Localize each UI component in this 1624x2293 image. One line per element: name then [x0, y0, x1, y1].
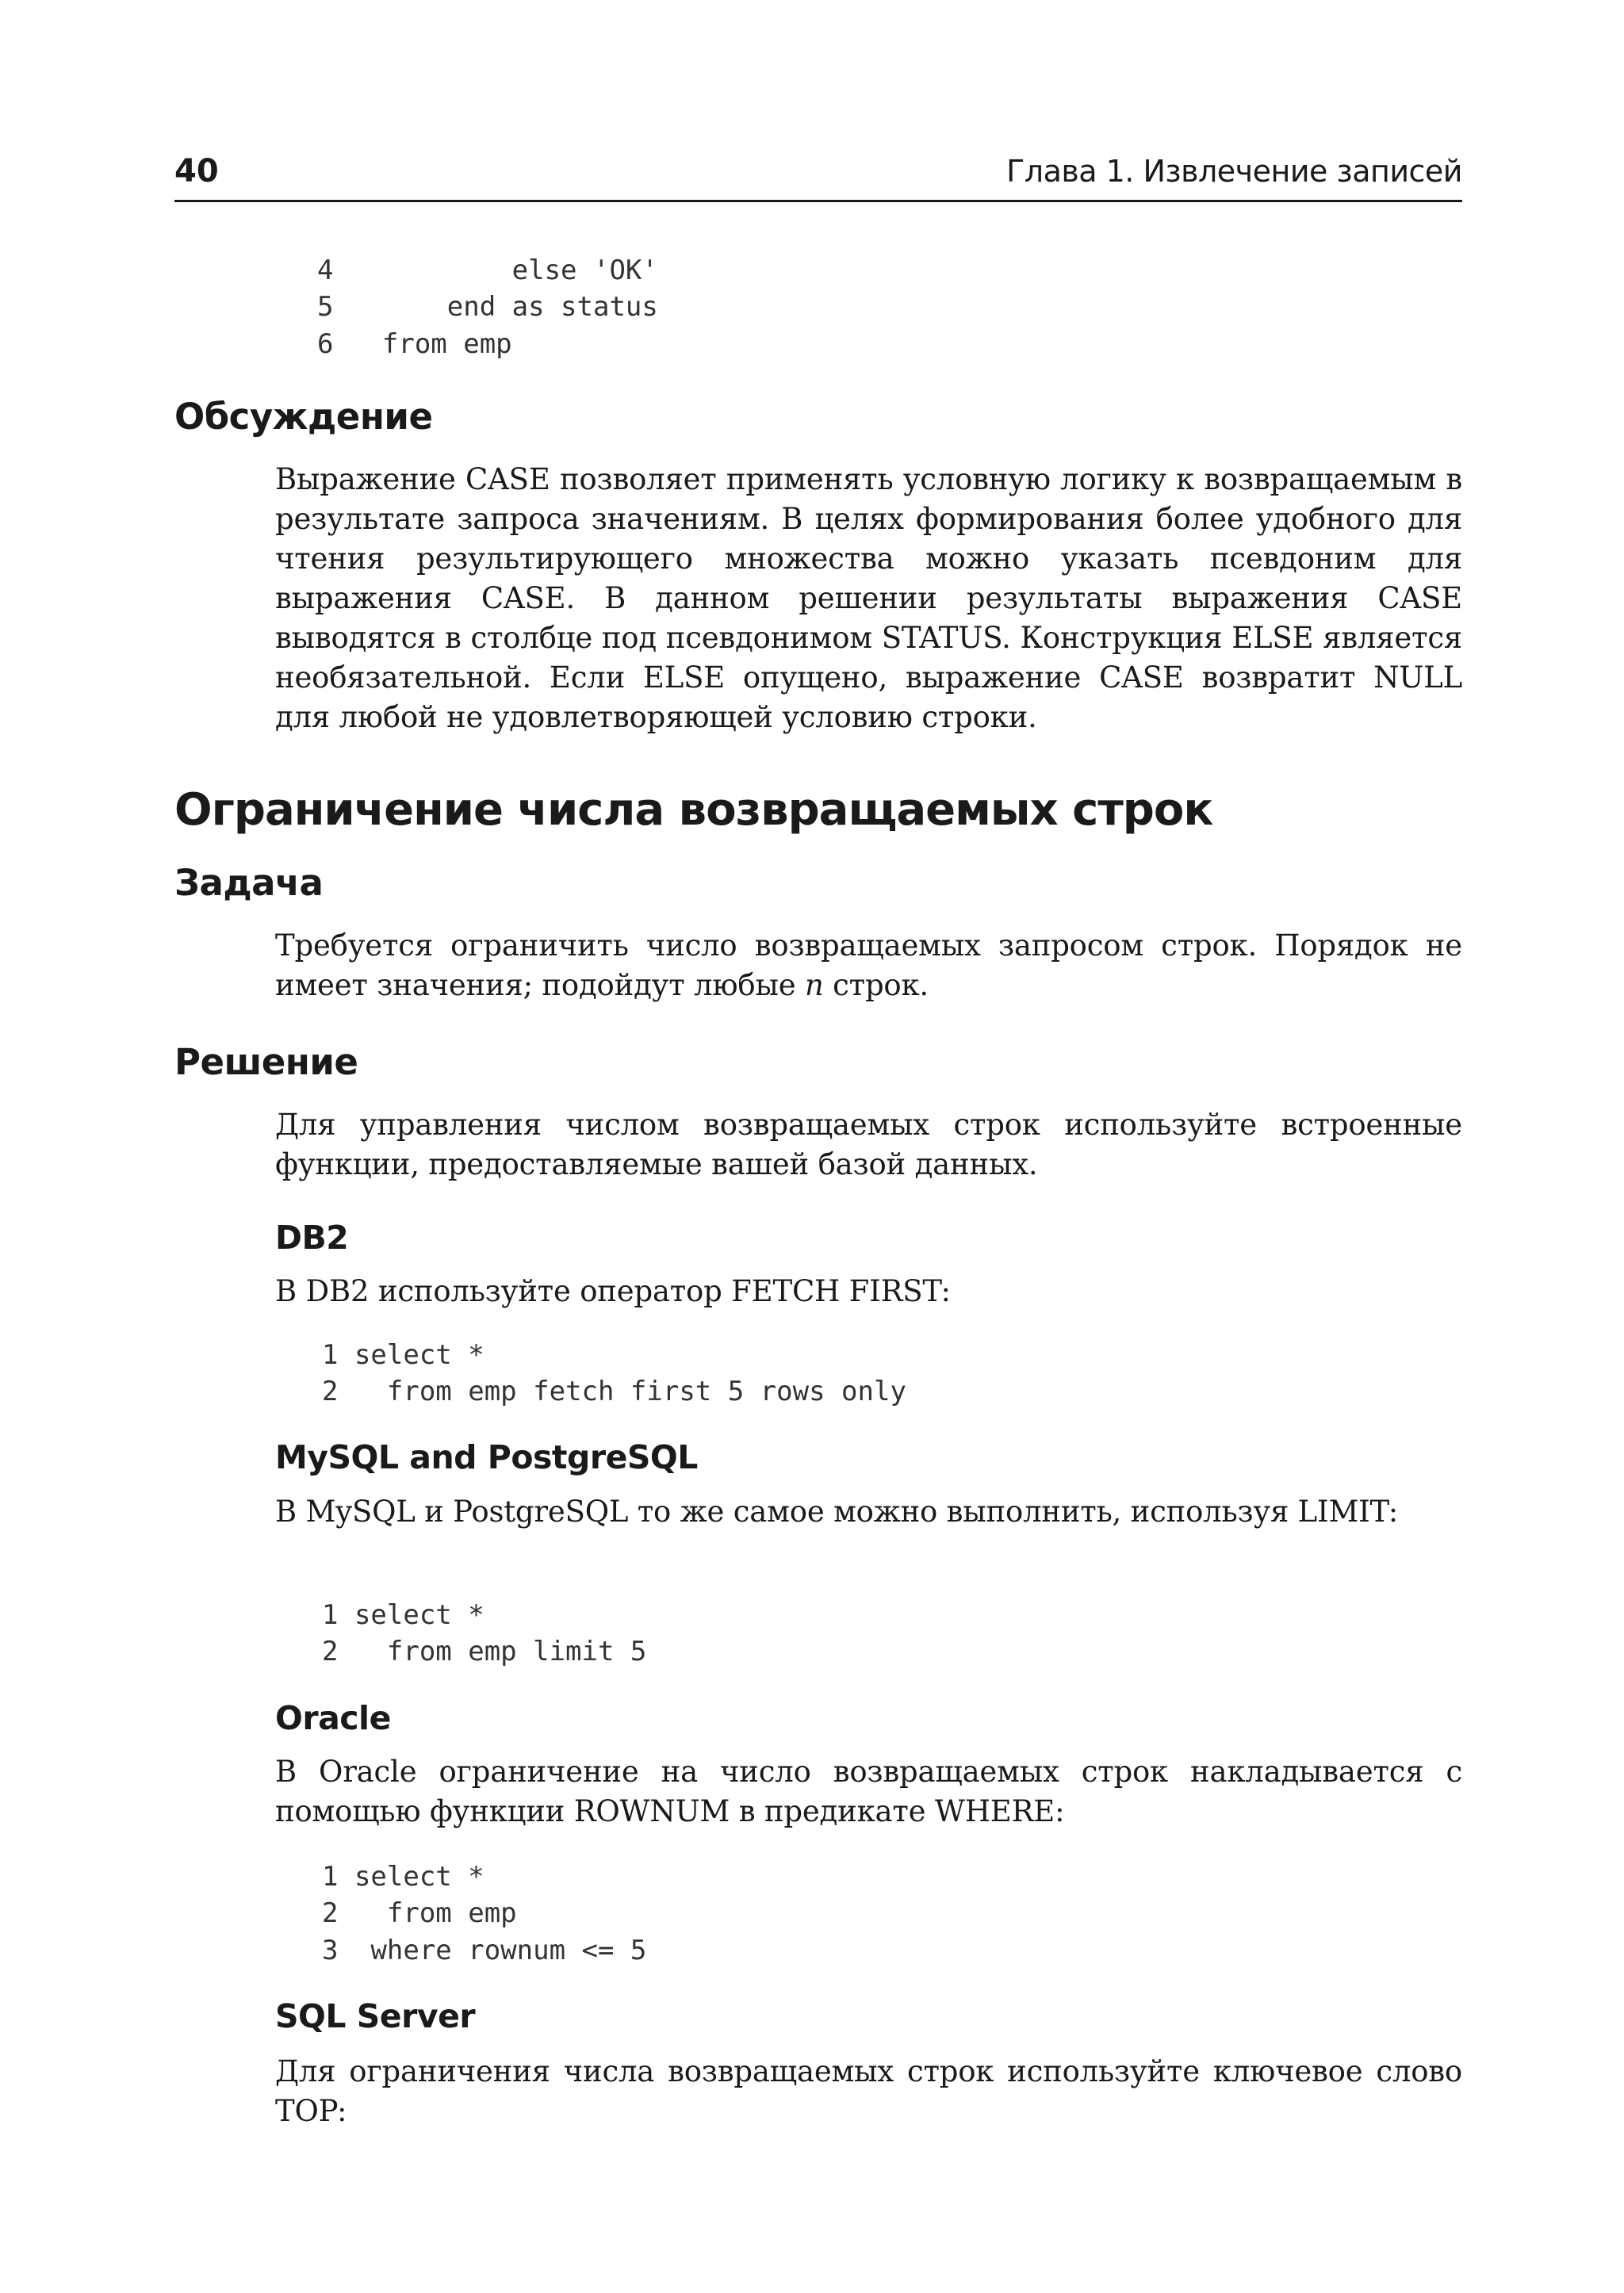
code-line: 1 select * [322, 1599, 485, 1631]
code-line: 4 else 'OK' [317, 255, 658, 286]
oracle-heading: Oracle [275, 1699, 391, 1737]
code-line: 2 from emp limit 5 [322, 1636, 647, 1668]
code-line: 2 from emp [322, 1897, 517, 1930]
code-line: 6 from emp [317, 327, 512, 360]
db2-paragraph: В DB2 используйте оператор FETCH FIRST: [275, 1274, 951, 1308]
sql-server-paragraph: Для ограничения числа возвращаемых строк используйте ключевое слово TOP: [275, 2054, 1462, 2128]
code-block-mysql-postgresql [322, 1597, 646, 1671]
section-title: Ограничение числа возвращаемых строк [174, 784, 1213, 836]
mysql-postgresql-paragraph: В MySQL и PostgreSQL то же самое можно выполнить, используя LIMIT: [275, 1495, 1398, 1529]
oracle-paragraph: В Oracle ограничение на число возвращаемых строк накладывается с помощью функции ROWNUM в предикате WHERE: [275, 1755, 1462, 1828]
code-line: 2 from emp fetch first 5 rows only [322, 1376, 906, 1408]
task-text-italic: n [804, 968, 824, 1002]
discussion-paragraph: Выражение CASE позволяет применять условную логику к возвращаемым в результате запроса значениям. В целях формирования более удобного для чтения результирующего множества можно указать псевдоним для выражения CASE. В данном решении результаты выражения CASE выводятся в столбце под псевдонимом STATUS. Конструкция ELSE является необязательной. Если ELSE опущено, выражение CASE возвратит NULL для любой не удовлетворяющей условию строки. [275, 462, 1462, 734]
running-header [174, 149, 1462, 202]
mysql-postgresql-heading: MySQL and PostgreSQL [275, 1438, 698, 1476]
discussion-heading: Обсуждение [174, 396, 433, 438]
page-number: 40 [174, 153, 219, 189]
code-block-case-end [317, 252, 658, 362]
code-line: 1 select * [322, 1861, 485, 1893]
task-heading: Задача [174, 862, 324, 904]
task-text-after: строк. [823, 968, 929, 1002]
chapter-title: Глава 1. Извлечение записей [1006, 154, 1462, 189]
solution-heading: Решение [174, 1041, 358, 1083]
solution-paragraph: Для управления числом возвращаемых строк используйте встроенные функции, предоставляемые вашей базой данных. [275, 1108, 1462, 1181]
task-paragraph [275, 926, 1462, 1005]
task-text-before: Требуется ограничить число возвращаемых запросом строк. Порядок не имеет значения; подойдут любые [275, 928, 1462, 1002]
code-block-oracle [322, 1859, 646, 1969]
sql-server-heading: SQL Server [275, 1997, 476, 2035]
code-line: 5 end as status [317, 291, 658, 323]
code-block-db2 [322, 1337, 906, 1411]
db2-heading: DB2 [275, 1219, 349, 1257]
code-line: 3 where rownum <= 5 [322, 1934, 647, 1966]
code-line: 1 select * [322, 1339, 485, 1371]
